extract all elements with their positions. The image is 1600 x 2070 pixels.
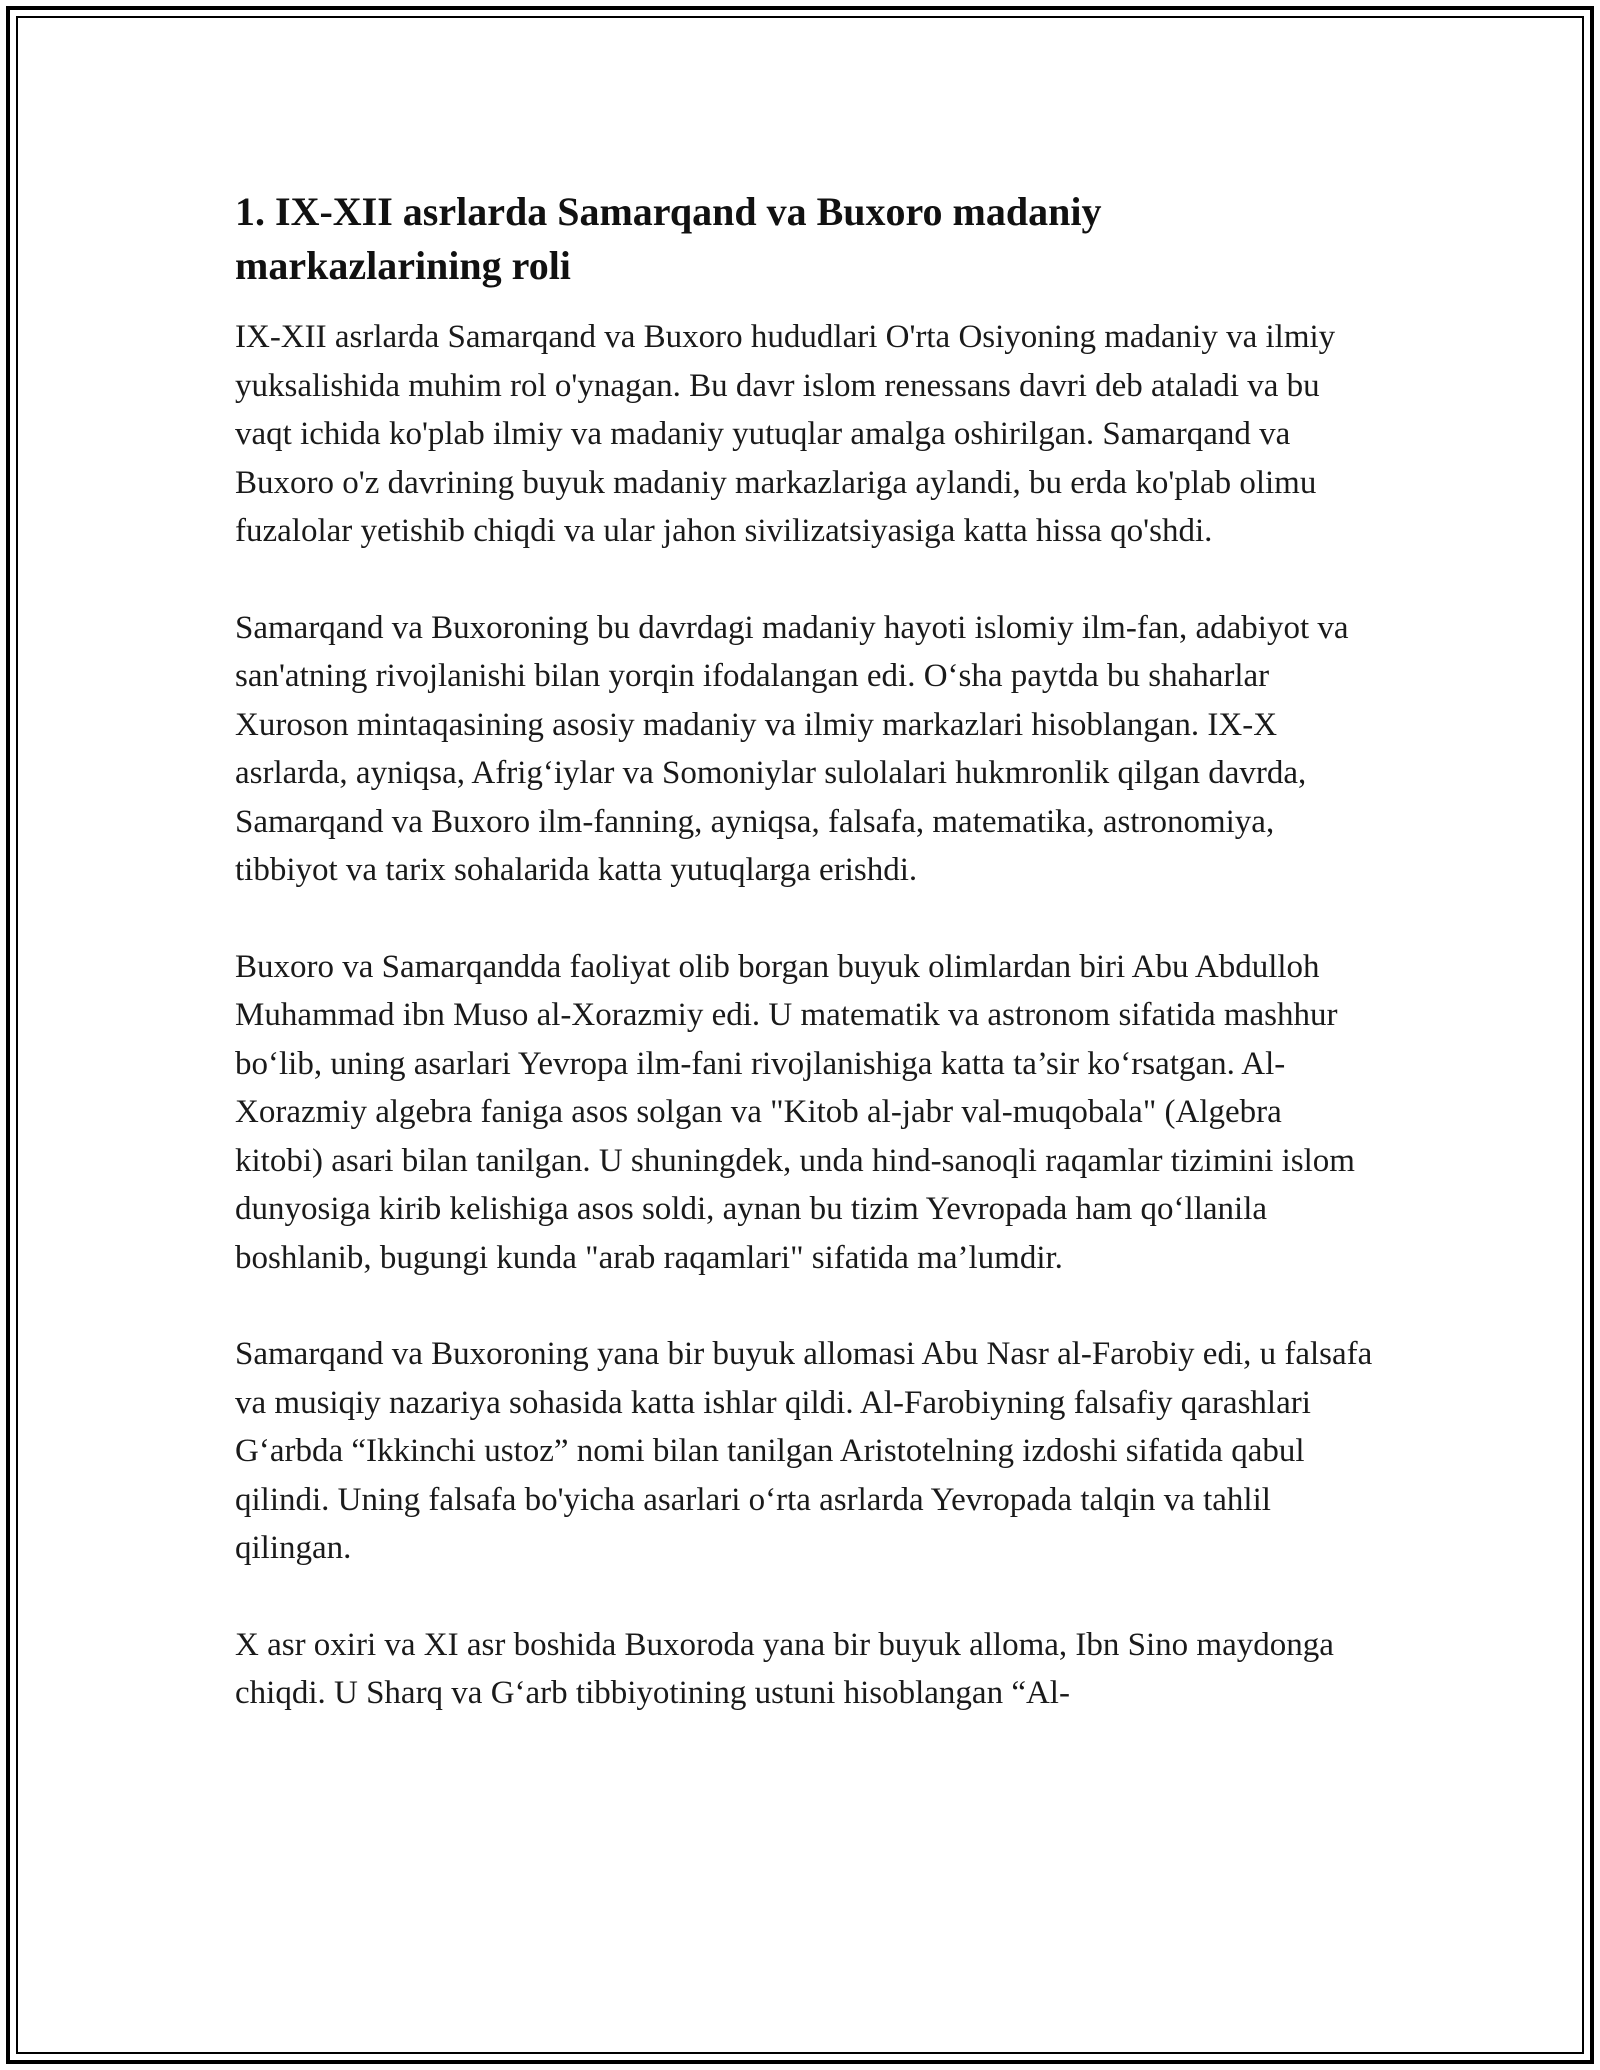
section-title	[235, 185, 1375, 293]
section-title-line-1: 1. IX-XII asrlarda Samarqand va Buxoro madaniy	[235, 189, 1102, 234]
paragraph-5: X asr oxiri va XI asr boshida Buxoroda yana bir buyuk alloma, Ibn Sino maydonga chiqdi. U Sharq va G‘arb tibbiyotining ustuni hisoblangan “Al-	[235, 1626, 1334, 1711]
paragraph-4: Samarqand va Buxoroning yana bir buyuk allomasi Abu Nasr al-Farobiy edi, u falsafa va musiqiy nazariya sohasida katta ishlar qildi. Al-Farobiyning falsafiy qarashlari G‘arbda “Ikkinchi ustoz” nomi bilan tanilgan Aristotelning izdoshi sifatida qabul qilindi. Uning falsafa bo'yicha asarlari o‘rta asrlarda Yevropada talqin va tahlil qilingan.	[235, 1336, 1373, 1566]
section-title-line-2: markazlarining roli	[235, 243, 571, 288]
paragraph-1: IX-XII asrlarda Samarqand va Buxoro hududlari O'rta Osiyoning madaniy va ilmiy yuksalishida muhim rol o'ynagan. Bu davr islom renessans davri deb ataladi va bu vaqt ichida ko'plab ilmiy va madaniy yutuqlar amalga oshirilgan. Samarqand va Buxoro o'z davrining buyuk madaniy markazlariga aylandi, bu erda ko'plab olimu fuzalolar yetishib chiqdi va ular jahon sivilizatsiyasiga katta hissa qo'shdi.	[235, 319, 1336, 549]
paragraph-2: Samarqand va Buxoroning bu davrdagi madaniy hayoti islomiy ilm-fan, adabiyot va san'atning rivojlanishi bilan yorqin ifodalangan edi. O‘sha paytda bu shaharlar Xuroson mintaqasining asosiy madaniy va ilmiy markazlari hisoblangan. IX-X asrlarda, ayniqsa, Afrig‘iylar va Somoniylar sulolalari hukmronlik qilgan davrda, Samarqand va Buxoro ilm-fanning, ayniqsa, falsafa, matematika, astronomiya, tibbiyot va tarix sohalarida katta yutuqlarga erishdi.	[235, 609, 1349, 888]
paragraph-3: Buxoro va Samarqandda faoliyat olib borgan buyuk olimlardan biri Abu Abdulloh Muhammad ibn Muso al-Xorazmiy edi. U matematik va astronom sifatida mashhur bo‘lib, uning asarlari Yevropa ilm-fani rivojlanishiga katta ta’sir ko‘rsatgan. Al-Xorazmiy algebra faniga asos solgan va "Kitob al-jabr val-muqobala" (Algebra kitobi) asari bilan tanilgan. U shuningdek, unda hind-sanoqli raqamlar tizimini islom dunyosiga kirib kelishiga asos soldi, aynan bu tizim Yevropada ham qo‘llanila boshlanib, bugungi kunda "arab raqamlari" sifatida ma’lumdir.	[235, 948, 1355, 1276]
document-page	[235, 185, 1375, 1718]
